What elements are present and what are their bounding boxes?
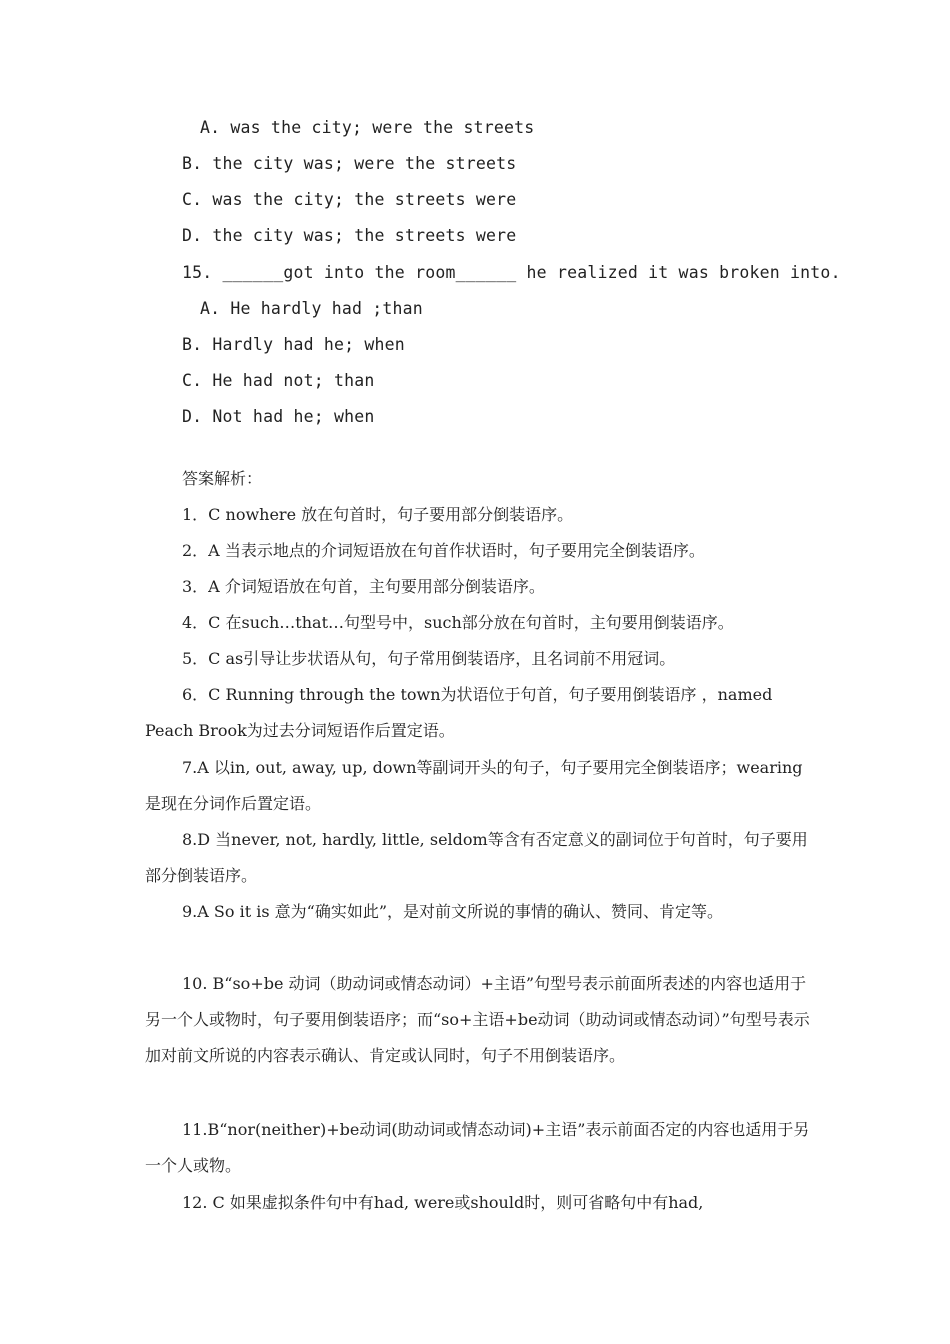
q14-option-b: B. the city was; were the streets: [182, 154, 517, 173]
answer-3: 3．A 介词短语放在句首，主句要用部分倒装语序。: [182, 577, 545, 596]
q15-option-d: D. Not had he; when: [182, 407, 375, 426]
answer-11: 11.B“nor(neither)+be动词(助动词或情态动词)+主语”表示前面否定的内容也适用于另一个人或物。: [145, 1120, 810, 1175]
answers-heading: 答案解析：: [182, 469, 263, 488]
answer-8: 8.D 当never, not, hardly, little, seldom等含有否定意义的副词位于句首时，句子要用部分倒装语序。: [145, 830, 808, 885]
answer-9: 9.A So it is 意为“确实如此”，是对前文所说的事情的确认、赞同、肯定等。: [182, 902, 723, 921]
answer-7: 7.A 以in, out, away, up, down等副词开头的句子，句子要用完全倒装语序；wearing是现在分词作后置定语。: [145, 758, 803, 813]
q15-stem: 15. ______got into the room______ he realized it was broken into.: [182, 263, 841, 282]
answer-6: 6．C Running through the town为状语位于句首，句子要用倒装语序 ，named Peach Brook为过去分词短语作后置定语。: [145, 685, 773, 740]
q14-option-a: A. was the city; were the streets: [200, 118, 535, 137]
q14-option-d: D. the city was; the streets were: [182, 226, 517, 245]
answer-1: 1．C nowhere 放在句首时，句子要用部分倒装语序。: [182, 505, 574, 524]
answer-5: 5．C as引导让步状语从句，句子常用倒装语序，且名词前不用冠词。: [182, 649, 676, 668]
answer-12: 12. C 如果虚拟条件句中有had, were或should时，则可省略句中有had,: [182, 1193, 704, 1212]
q15-option-c: C. He had not; than: [182, 371, 375, 390]
q15-option-a: A. He hardly had ;than: [200, 299, 423, 318]
q14-option-c: C. was the city; the streets were: [182, 190, 517, 209]
answer-4: 4．C 在such…that…句型号中，such部分放在句首时，主句要用倒装语序。: [182, 613, 734, 632]
q15-option-b: B. Hardly had he; when: [182, 335, 405, 354]
answer-2: 2．A 当表示地点的介词短语放在句首作状语时，句子要用完全倒装语序。: [182, 541, 705, 560]
answer-10: 10. B“so+be 动词（助动词或情态动词）+主语”句型号表示前面所表述的内容也适用于另一个人或物时，句子要用倒装语序；而“so+主语+be动词（助动词或情态动词）”句型号表示加对前文所说的内容表示确认、肯定或认同时，句子不用倒装语序。: [145, 974, 810, 1065]
